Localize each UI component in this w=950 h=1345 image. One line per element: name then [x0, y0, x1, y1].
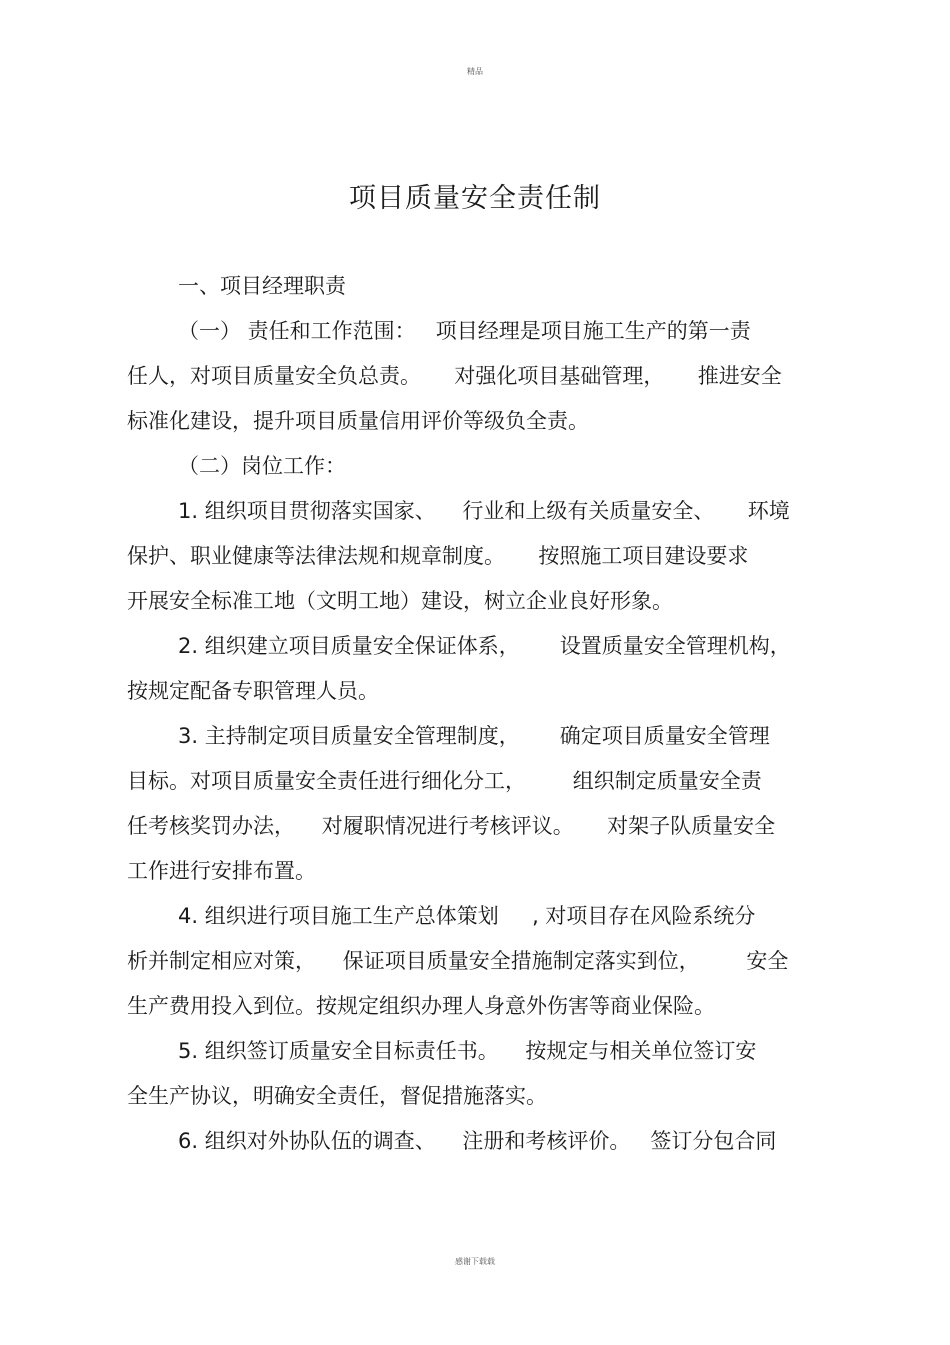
paragraph-line: 3. 主持制定项目质量安全管理制度， 确定项目质量安全管理 — [178, 724, 770, 748]
header-watermark: 精品 — [467, 67, 483, 76]
paragraph-line: 5. 组织签订质量安全目标责任书。 按规定与相关单位签订安 — [178, 1039, 757, 1063]
paragraph-line: 生产费用投入到位。按规定组织办理人身意外伤害等商业保险。 — [127, 994, 715, 1018]
section-heading: 一、项目经理职责 — [178, 274, 346, 298]
paragraph-line: 按规定配备专职管理人员。 — [127, 679, 379, 703]
paragraph-line: 6. 组织对外协队伍的调查、 注册和考核评价。 签订分包合同 — [178, 1129, 777, 1153]
paragraph-line: 任人，对项目质量安全负总责。 对强化项目基础管理， 推进安全 — [127, 364, 782, 388]
subsection-heading: （二）岗位工作： — [178, 454, 346, 478]
paragraph-line: 1. 组织项目贯彻落实国家、 行业和上级有关质量安全、 环境 — [178, 499, 790, 523]
document-title: 项目质量安全责任制 — [349, 183, 601, 214]
paragraph-line: 开展安全标准工地（文明工地）建设，树立企业良好形象。 — [127, 589, 673, 613]
paragraph-line: 标准化建设，提升项目质量信用评价等级负全责。 — [127, 409, 589, 433]
paragraph-line: 保护、职业健康等法律法规和规章制度。 按照施工项目建设要求 — [127, 544, 749, 568]
paragraph-line: 任考核奖罚办法， 对履职情况进行考核评议。 对架子队质量安全 — [127, 814, 776, 838]
paragraph-line: 4. 组织进行项目施工生产总体策划 , 对项目存在风险系统分 — [178, 904, 756, 928]
paragraph-line: 工作进行安排布置。 — [127, 859, 316, 883]
paragraph-line: 全生产协议，明确安全责任，督促措施落实。 — [127, 1084, 547, 1108]
footer-watermark: 感谢下载载 — [455, 1257, 495, 1266]
paragraph-line: 析并制定相应对策， 保证项目质量安全措施制定落实到位， 安全 — [127, 949, 789, 973]
paragraph-line: 目标。对项目质量安全责任进行细化分工， 组织制定质量安全责 — [127, 769, 762, 793]
paragraph-line: 2. 组织建立项目质量安全保证体系， 设置质量安全管理机构， — [178, 634, 791, 658]
paragraph-line: （一） 责任和工作范围： 项目经理是项目施工生产的第一责 — [178, 319, 751, 343]
